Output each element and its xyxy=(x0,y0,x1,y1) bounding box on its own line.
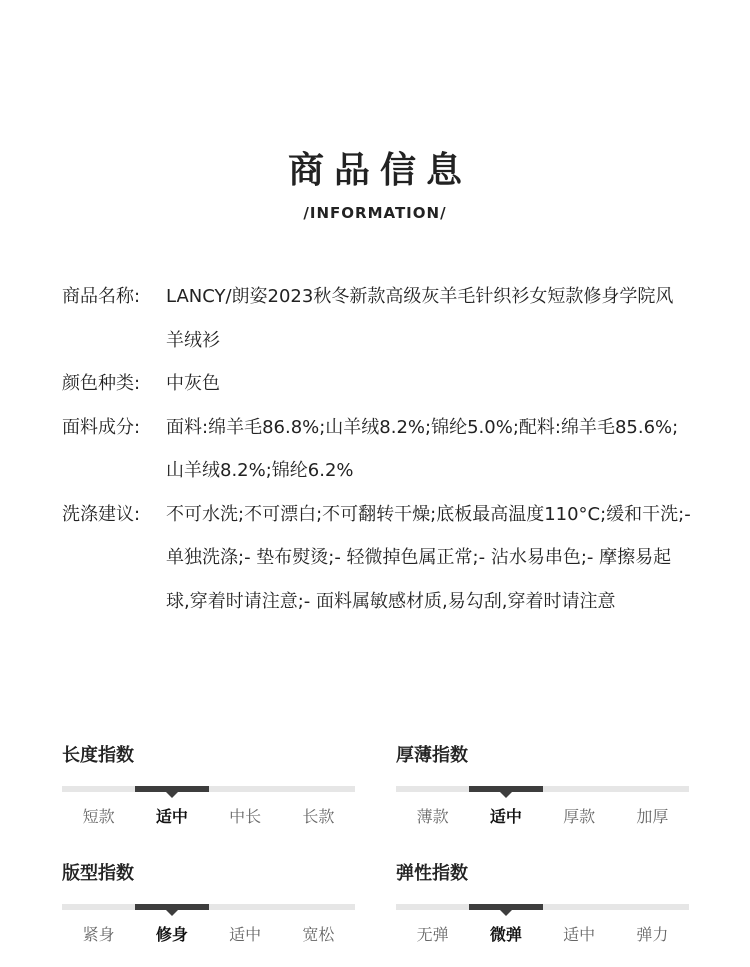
track-segment xyxy=(282,786,355,792)
index-option: 适中 xyxy=(563,925,596,944)
index-option-selected: 适中 xyxy=(489,807,522,826)
track-segment xyxy=(543,904,616,910)
info-value: 面料:绵羊毛86.8%;山羊绒8.2%;锦纶5.0%;配料:绵羊毛85.6%;山羊绒8.2%;锦纶6.2% xyxy=(166,416,679,481)
index-option: 长款 xyxy=(302,807,335,826)
track-segment xyxy=(396,786,469,792)
track-segment xyxy=(616,786,689,792)
info-label: 颜色种类: xyxy=(62,373,141,394)
index-options xyxy=(62,804,355,830)
index-options xyxy=(396,804,689,830)
index-title: 版型指数 xyxy=(62,863,134,884)
index-option-selected: 适中 xyxy=(155,807,188,826)
info-row-name xyxy=(62,275,692,362)
index-option: 弹力 xyxy=(636,925,669,944)
index-options xyxy=(396,922,689,948)
track-segment-selected xyxy=(135,786,208,792)
index-option: 短款 xyxy=(82,807,115,826)
track-segment xyxy=(209,904,282,910)
info-label: 洗涤建议: xyxy=(62,503,141,525)
section-title: 商品信息 xyxy=(287,150,472,191)
info-row-care xyxy=(62,493,692,624)
track-segment-selected xyxy=(469,904,542,910)
section-subtitle: /INFORMATION/ xyxy=(303,204,447,222)
track-segment xyxy=(209,786,282,792)
index-option: 加厚 xyxy=(636,807,669,826)
track-segment-selected xyxy=(469,786,542,792)
index-track xyxy=(62,786,355,792)
info-value: 不可水洗;不可漂白;不可翻转干燥;底板最高温度110°C;缓和干洗;- 单独洗涤;- 垫布熨烫;- 轻微掉色属正常;- 沾水易串色;- 摩擦易起球,穿着时请注意;- 面料属敏感材质,易勾刮,穿着时请注意 xyxy=(166,503,691,612)
index-track xyxy=(396,904,689,910)
index-options xyxy=(62,922,355,948)
index-option: 适中 xyxy=(229,925,262,944)
index-track xyxy=(62,904,355,910)
info-value: LANCY/朗姿2023秋冬新款高级灰羊毛针织衫女短款修身学院风羊绒衫 xyxy=(166,286,674,351)
index-option: 宽松 xyxy=(302,925,335,944)
info-row-color xyxy=(62,362,692,406)
index-length xyxy=(62,738,355,848)
index-elasticity xyxy=(396,856,689,966)
info-value: 中灰色 xyxy=(166,373,220,394)
product-info-list xyxy=(62,275,692,623)
info-label: 面料成分: xyxy=(62,416,141,438)
index-option: 紧身 xyxy=(82,925,115,944)
track-segment xyxy=(62,786,135,792)
index-title: 长度指数 xyxy=(62,745,134,766)
index-option: 薄款 xyxy=(416,807,449,826)
index-option: 中长 xyxy=(229,807,262,826)
index-thickness xyxy=(396,738,689,848)
track-segment xyxy=(616,904,689,910)
index-option: 厚款 xyxy=(563,807,596,826)
index-title: 弹性指数 xyxy=(396,863,468,884)
index-fit xyxy=(62,856,355,966)
index-option-selected: 修身 xyxy=(155,925,188,944)
track-segment xyxy=(282,904,355,910)
info-row-material xyxy=(62,406,692,493)
track-segment-selected xyxy=(135,904,208,910)
track-segment xyxy=(62,904,135,910)
index-track xyxy=(396,786,689,792)
index-option: 无弹 xyxy=(416,925,449,944)
track-segment xyxy=(396,904,469,910)
index-option-selected: 微弹 xyxy=(489,925,522,944)
info-label: 商品名称: xyxy=(62,286,141,307)
track-segment xyxy=(543,786,616,792)
index-title: 厚薄指数 xyxy=(396,745,468,766)
